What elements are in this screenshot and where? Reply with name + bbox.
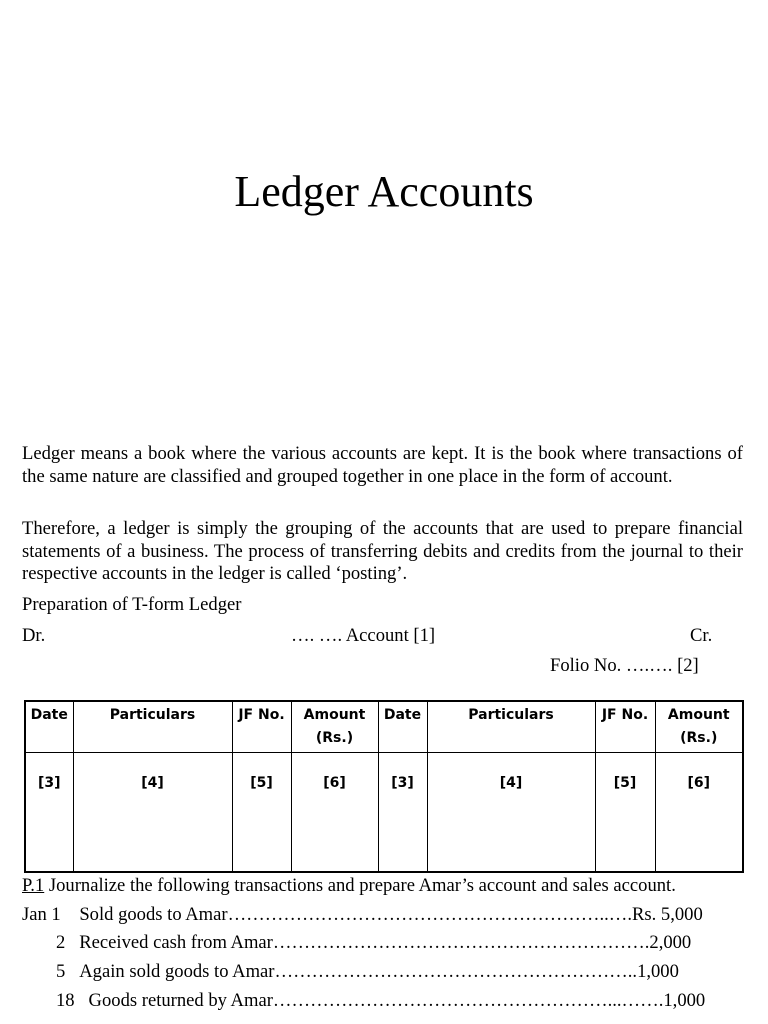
transaction-description: Goods returned by Amar bbox=[88, 990, 273, 1011]
transaction-description: Received cash from Amar bbox=[79, 932, 273, 953]
dr-label: Dr. bbox=[22, 625, 46, 646]
problem-text: Journalize the following transactions and prepare Amar’s account and sales account. bbox=[48, 875, 676, 896]
t-form-ledger-table bbox=[24, 700, 744, 873]
cell-particulars-ref: [4] bbox=[427, 753, 595, 873]
header-date: Date bbox=[378, 701, 427, 753]
transaction-date: 2 bbox=[56, 932, 66, 953]
header-particulars: Particulars bbox=[73, 701, 232, 753]
problem-statement bbox=[22, 875, 676, 897]
transaction-description: Sold goods to Amar bbox=[79, 904, 228, 925]
cell-jf-ref: [5] bbox=[595, 753, 655, 873]
leader-dots: ………………………………………………...……. bbox=[272, 990, 664, 1011]
ledger-body-row bbox=[25, 753, 743, 873]
transaction-amount: 2,000 bbox=[649, 932, 692, 953]
transaction-row bbox=[22, 904, 703, 926]
account-label: …. …. Account [1] bbox=[291, 625, 436, 646]
header-particulars: Particulars bbox=[427, 701, 595, 753]
cell-date-ref: [3] bbox=[25, 753, 73, 873]
transaction-row bbox=[56, 961, 679, 983]
cell-date-ref: [3] bbox=[378, 753, 427, 873]
header-date: Date bbox=[25, 701, 73, 753]
cell-jf-ref: [5] bbox=[232, 753, 291, 873]
t-form-heading: Preparation of T-form Ledger bbox=[22, 594, 242, 615]
cell-amount-ref: [6] bbox=[291, 753, 378, 873]
page-title: Ledger Accounts bbox=[234, 167, 534, 216]
transaction-description: Again sold goods to Amar bbox=[79, 961, 275, 982]
leader-dots: ………………………………………………….. bbox=[274, 961, 638, 982]
transaction-amount: 1,000 bbox=[663, 990, 706, 1011]
problem-label: P.1 bbox=[22, 875, 45, 896]
transaction-amount: 1,000 bbox=[637, 961, 679, 982]
header-jf-no: JF No. bbox=[232, 701, 291, 753]
posting-paragraph: Therefore, a ledger is simply the grouping of the accounts that are used to prepare financial statements of a business. The process of transferring debits and credits from the journal to their respective accounts in the ledger is called ‘posting’. bbox=[22, 518, 743, 584]
cell-amount-ref: [6] bbox=[655, 753, 743, 873]
leader-dots: ……………………………………………………..…. bbox=[227, 904, 632, 925]
transaction-date: 18 bbox=[56, 990, 75, 1011]
cell-particulars-ref: [4] bbox=[73, 753, 232, 873]
ledger-header-row bbox=[25, 701, 743, 753]
transaction-date: Jan 1 bbox=[22, 904, 61, 925]
transaction-row bbox=[56, 932, 691, 954]
header-amount: Amount (Rs.) bbox=[655, 701, 743, 753]
leader-dots: ……………………………………………………. bbox=[272, 932, 650, 953]
header-jf-no: JF No. bbox=[595, 701, 655, 753]
header-amount: Amount (Rs.) bbox=[291, 701, 378, 753]
transaction-row bbox=[56, 990, 705, 1012]
transaction-date: 5 bbox=[56, 961, 66, 982]
ledger-definition-paragraph: Ledger means a book where the various accounts are kept. It is the book where transactions of the same nature are classified and grouped together in one place in the form of account. bbox=[22, 443, 743, 487]
folio-label: Folio No. ….…. [2] bbox=[550, 655, 699, 676]
transaction-amount: Rs. 5,000 bbox=[632, 904, 703, 925]
cr-label: Cr. bbox=[690, 625, 713, 646]
